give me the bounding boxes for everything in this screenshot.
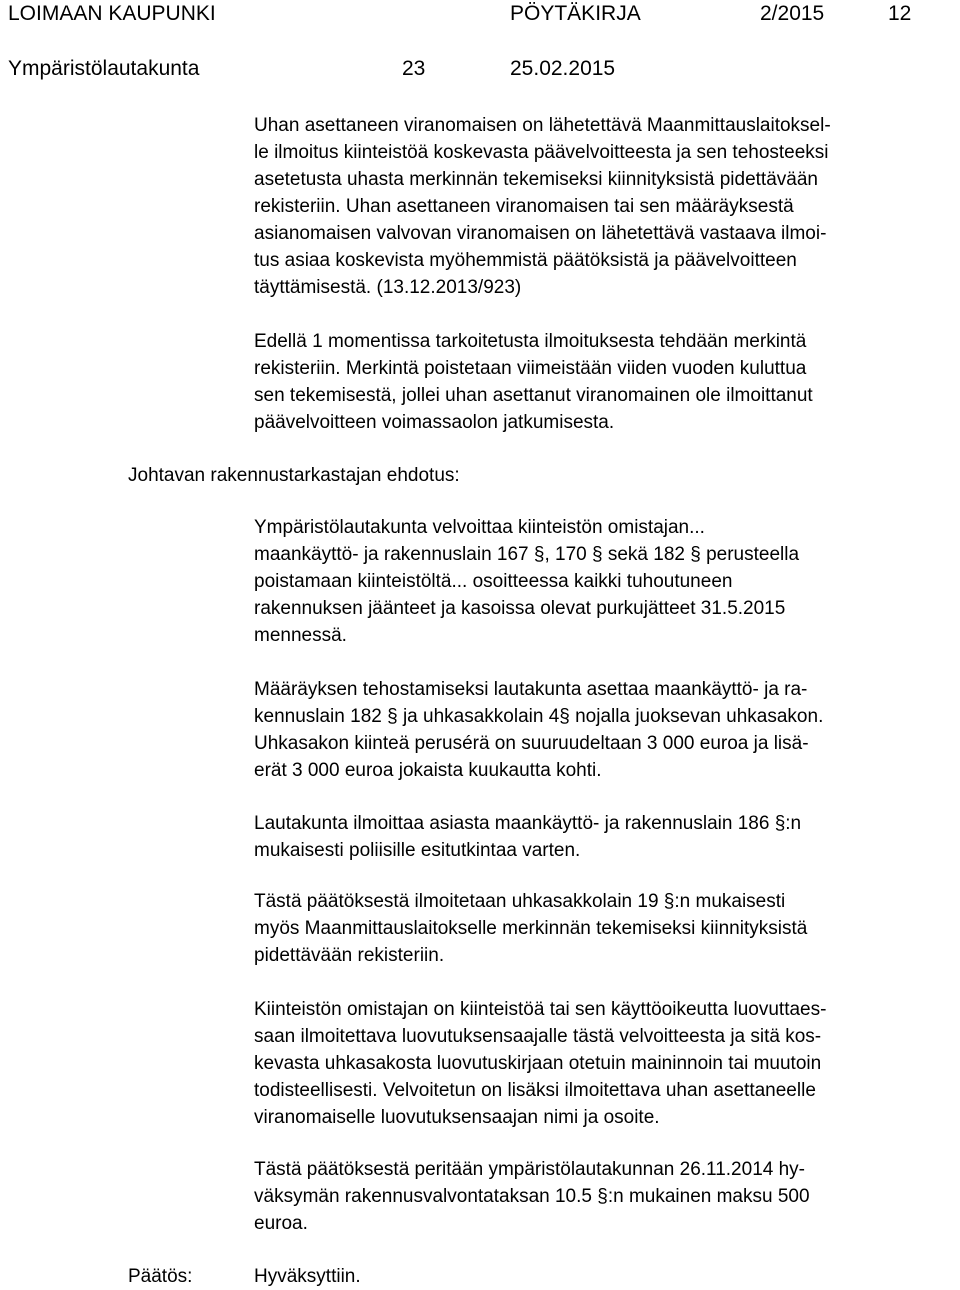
header-board: Ympäristölautakunta xyxy=(8,57,200,80)
text-line: Ympäristölautakunta velvoittaa kiinteistön omistajan... xyxy=(254,517,705,538)
text-line: täyttämisestä. (13.12.2013/923) xyxy=(254,277,522,298)
text-line: kevasta uhkasakosta luovutuskirjaan otetuin maininnoin tai muutoin xyxy=(254,1053,822,1074)
paragraph-fee xyxy=(254,1156,954,1237)
text-line: Uhan asettaneen viranomaisen on lähetettävä Maanmittauslaitoksel- xyxy=(254,115,831,136)
paragraph-proposal xyxy=(254,514,954,649)
text-line: poistamaan kiinteistöltä... osoitteessa kaikki tuhoutuneen xyxy=(254,571,733,592)
text-line: euroa. xyxy=(254,1213,308,1234)
text-line: rekisteriin. Uhan asettaneen viranomaisen tai sen määräyksestä xyxy=(254,196,794,217)
header-date: 25.02.2015 xyxy=(510,57,616,80)
text-line: Kiinteistön omistajan on kiinteistöä tai sen käyttöoikeutta luovuttaes- xyxy=(254,999,827,1020)
header-doc-no: 2/2015 xyxy=(760,2,825,25)
proposal-label: Johtavan rakennustarkastajan ehdotus: xyxy=(128,465,460,486)
text-line: päävelvoitteen voimassaolon jatkumisesta. xyxy=(254,412,615,433)
paragraph-notification-obligation xyxy=(254,112,954,301)
decision-text: Hyväksyttiin. xyxy=(254,1266,361,1287)
paragraph-police-report xyxy=(254,810,954,864)
decision-label: Päätös: xyxy=(128,1266,193,1287)
text-line: Uhkasakon kiinteä perusérä on suuruudeltaan 3 000 euroa ja lisä- xyxy=(254,733,809,754)
text-line: Edellä 1 momentissa tarkoitetusta ilmoituksesta tehdään merkintä xyxy=(254,331,807,352)
text-line: kennuslain 182 § ja uhkasakkolain 4§ nojalla juoksevan uhkasakon. xyxy=(254,706,824,727)
text-line: väksymän rakennusvalvontataksan 10.5 §:n mukainen maksu 500 xyxy=(254,1186,810,1207)
text-line: asianomaisen valvovan viranomaisen on lähetettävä vastaava ilmoi- xyxy=(254,223,827,244)
text-line: asetetusta uhasta merkinnän tekemiseksi kiinnityksistä pidettävään xyxy=(254,169,818,190)
text-line: mennessä. xyxy=(254,625,347,646)
text-line: tus asiaa koskevista myöhemmistä päätöksistä ja päävelvoitteen xyxy=(254,250,797,271)
text-line: Tästä päätöksestä ilmoitetaan uhkasakkolain 19 §:n mukaisesti xyxy=(254,891,786,912)
text-line: viranomaiselle luovutuksensaajan nimi ja osoite. xyxy=(254,1107,660,1128)
paragraph-land-survey-notice xyxy=(254,888,954,969)
text-line: pidettävään rekisteriin. xyxy=(254,945,445,966)
text-line: myös Maanmittauslaitokselle merkinnän tekemiseksi kiinnityksistä xyxy=(254,918,808,939)
paragraph-penalty xyxy=(254,676,954,784)
text-line: Määräyksen tehostamiseksi lautakunta asettaa maankäyttö- ja ra- xyxy=(254,679,808,700)
paragraph-transfer-obligation xyxy=(254,996,954,1131)
header-page-number: 12 xyxy=(888,2,912,25)
header-city: LOIMAAN KAUPUNKI xyxy=(8,2,216,25)
text-line: Lautakunta ilmoittaa asiasta maankäyttö- ja rakennuslain 186 §:n xyxy=(254,813,802,834)
text-line: Tästä päätöksestä peritään ympäristölautakunnan 26.11.2014 hy- xyxy=(254,1159,805,1180)
text-line: erät 3 000 euroa jokaista kuukautta kohti. xyxy=(254,760,602,781)
header-doc-type: PÖYTÄKIRJA xyxy=(510,2,641,25)
text-line: rekisteriin. Merkintä poistetaan viimeistään viiden vuoden kuluttua xyxy=(254,358,807,379)
text-line: rakennuksen jäänteet ja kasoissa olevat purkujätteet 31.5.2015 xyxy=(254,598,786,619)
text-line: maankäyttö- ja rakennuslain 167 §, 170 § sekä 182 § perusteella xyxy=(254,544,800,565)
header-section: 23 xyxy=(402,57,426,80)
paragraph-registry-entry xyxy=(254,328,954,436)
text-line: sen tekemisestä, jollei uhan asettanut viranomainen ole ilmoittanut xyxy=(254,385,813,406)
text-line: todisteellisesti. Velvoitetun on lisäksi ilmoitettava uhan asettaneelle xyxy=(254,1080,816,1101)
text-line: saan ilmoitettava luovutuksensaajalle tästä velvoitteesta ja sitä kos- xyxy=(254,1026,822,1047)
text-line: mukaisesti poliisille esitutkintaa varten. xyxy=(254,840,581,861)
text-line: le ilmoitus kiinteistöä koskevasta päävelvoitteesta ja sen tehosteeksi xyxy=(254,142,829,163)
